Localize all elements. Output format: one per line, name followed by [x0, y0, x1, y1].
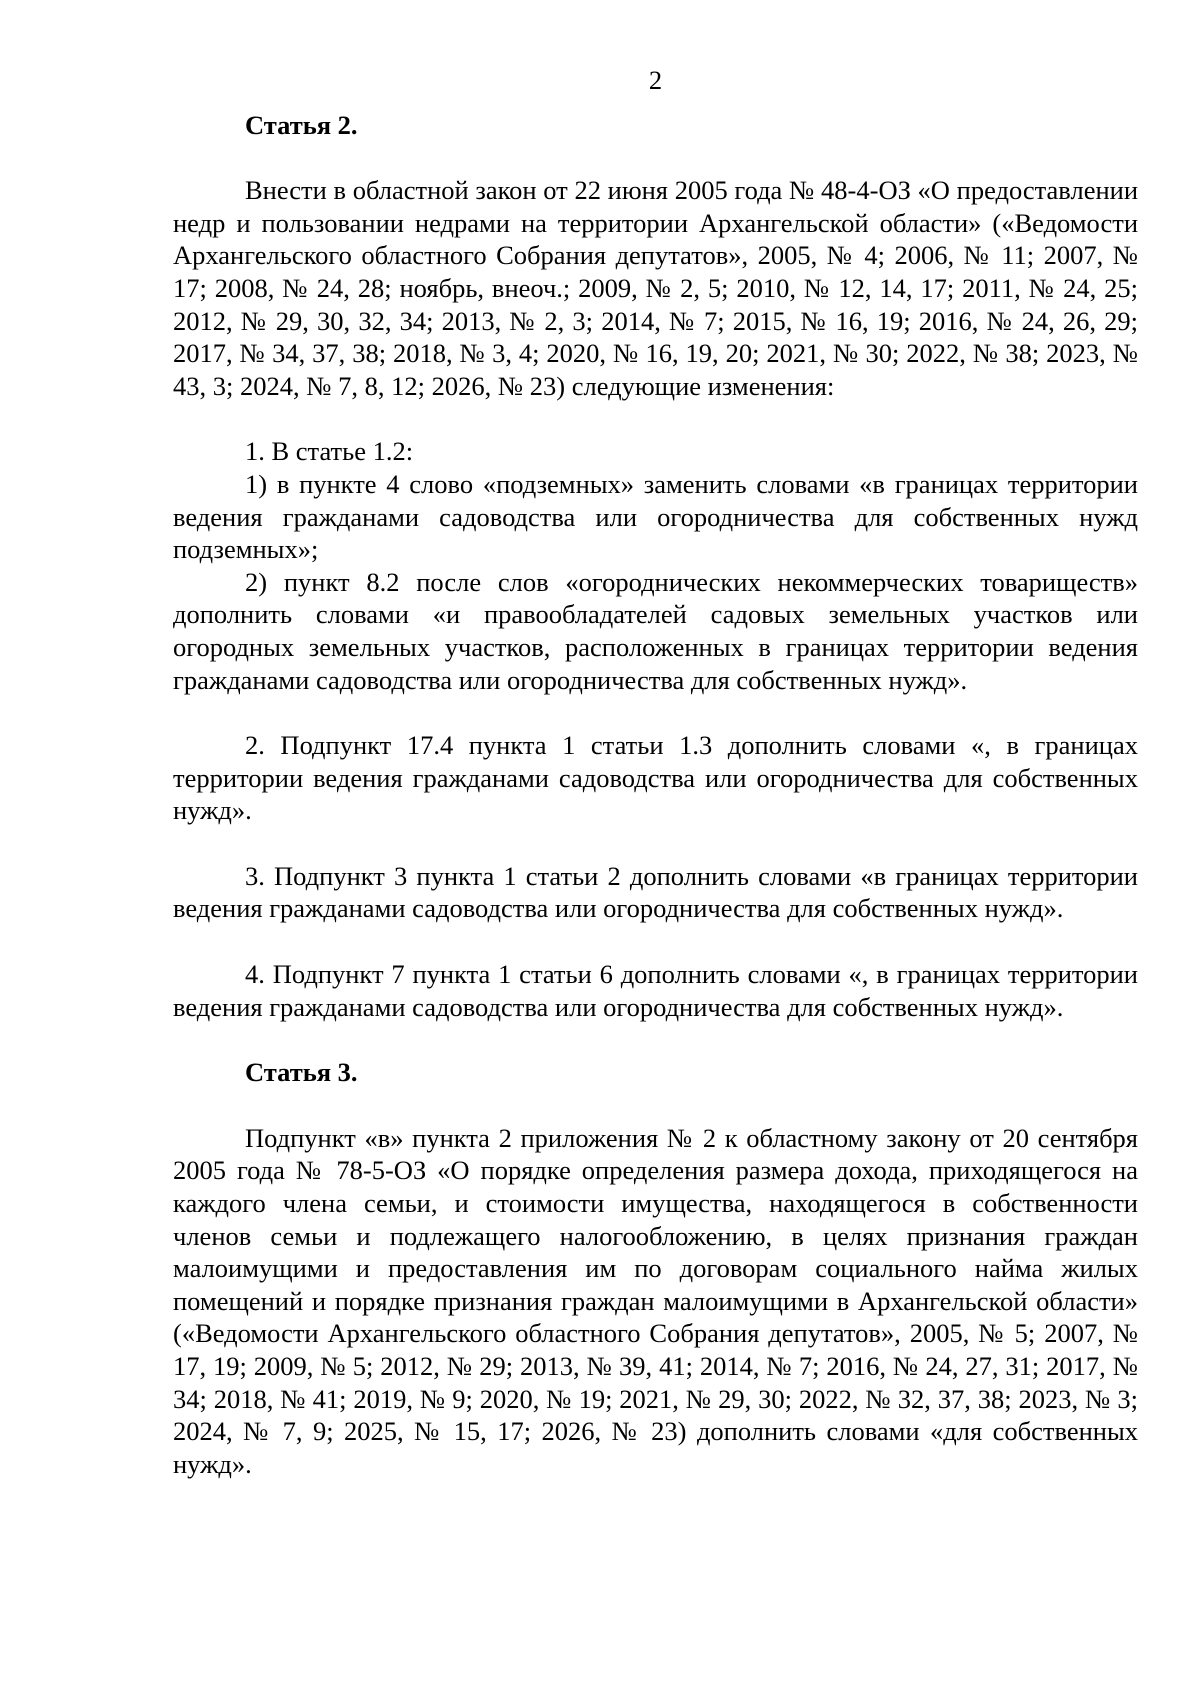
article-2-item-3: 3. Подпункт 3 пункта 1 статьи 2 дополнить словами «в границах территории ведения гражданами садоводства или огородничества для собственных нужд».	[173, 860, 1138, 924]
article-2-item-4: 4. Подпункт 7 пункта 1 статьи 6 дополнить словами «, в границах территории ведения гражданами садоводства или огородничества для собственных нужд».	[173, 959, 1138, 1022]
article-2-intro: Внести в областной закон от 22 июня 2005 года № 48-4-ОЗ «О предоставлении недр и пользовании недрами на территории Архангельской области» («Ведомости Архангельского областного Собрания депутатов», 2005, № 4; 2006, № 11; 2007, № 17; 2008, № 24, 28; ноябрь, внеоч.; 2009, № 2, 5; 2010, № 12, 14, 17; 2011, № 24, 25; 2012, № 29, 30, 32, 34; 2013, № 2, 3; 2014, № 7; 2015, № 16, 19; 2016, № 24, 26, 29; 2017, № 34, 37, 38; 2018, № 3, 4; 2020, № 16, 19, 20; 2021, № 30; 2022, № 38; 2023, № 43, 3; 2024, № 7, 8, 12; 2026, № 23) следующие изменения:	[173, 175, 1138, 401]
article-2-item-1-sub-2: 2) пункт 8.2 после слов «огороднических некоммерческих товариществ» дополнить словами «и правообладателей садовых земельных участков или огородных земельных участков, расположенных в границах территории ведения гражданами садоводства или огородничества для собственных нужд».	[173, 566, 1138, 695]
article-2-heading: Статья 2.	[245, 109, 358, 140]
article-2-item-1-title: 1. В статье 1.2:	[245, 436, 414, 467]
article-3-text: Подпункт «в» пункта 2 приложения № 2 к областному закону от 20 сентября 2005 года № 78-5-ОЗ «О порядке определения размера дохода, приходящегося на каждого члена семьи, и стоимости имущества, находящегося в собственности членов семьи и подлежащего налогообложению, в целях признания граждан малоимущими и предоставления им по договорам социального найма жилых помещений и порядке признания граждан малоимущими в Архангельской области» («Ведомости Архангельского областного Собрания депутатов», 2005, № 5; 2007, № 17, 19; 2009, № 5; 2012, № 29; 2013, № 39, 41; 2014, № 7; 2016, № 24, 27, 31; 2017, № 34; 2018, № 41; 2019, № 9; 2020, № 19; 2021, № 29, 30; 2022, № 32, 37, 38; 2023, № 3; 2024, № 7, 9; 2025, № 15, 17; 2026, № 23) дополнить словами «для собственных нужд».	[173, 1122, 1138, 1479]
page-number: 2	[648, 65, 663, 95]
article-2-item-2: 2. Подпункт 17.4 пункта 1 статьи 1.3 дополнить словами «, в границах территории ведения гражданами садоводства или огородничества для собственных нужд».	[173, 730, 1138, 826]
document-page	[173, 64, 1138, 1480]
article-2-item-1-sub-1: 1) в пункте 4 слово «подземных» заменить словами «в границах территории ведения гражданами садоводства или огородничества для собственных нужд подземных»;	[173, 468, 1138, 565]
article-3-heading: Статья 3.	[245, 1057, 358, 1088]
